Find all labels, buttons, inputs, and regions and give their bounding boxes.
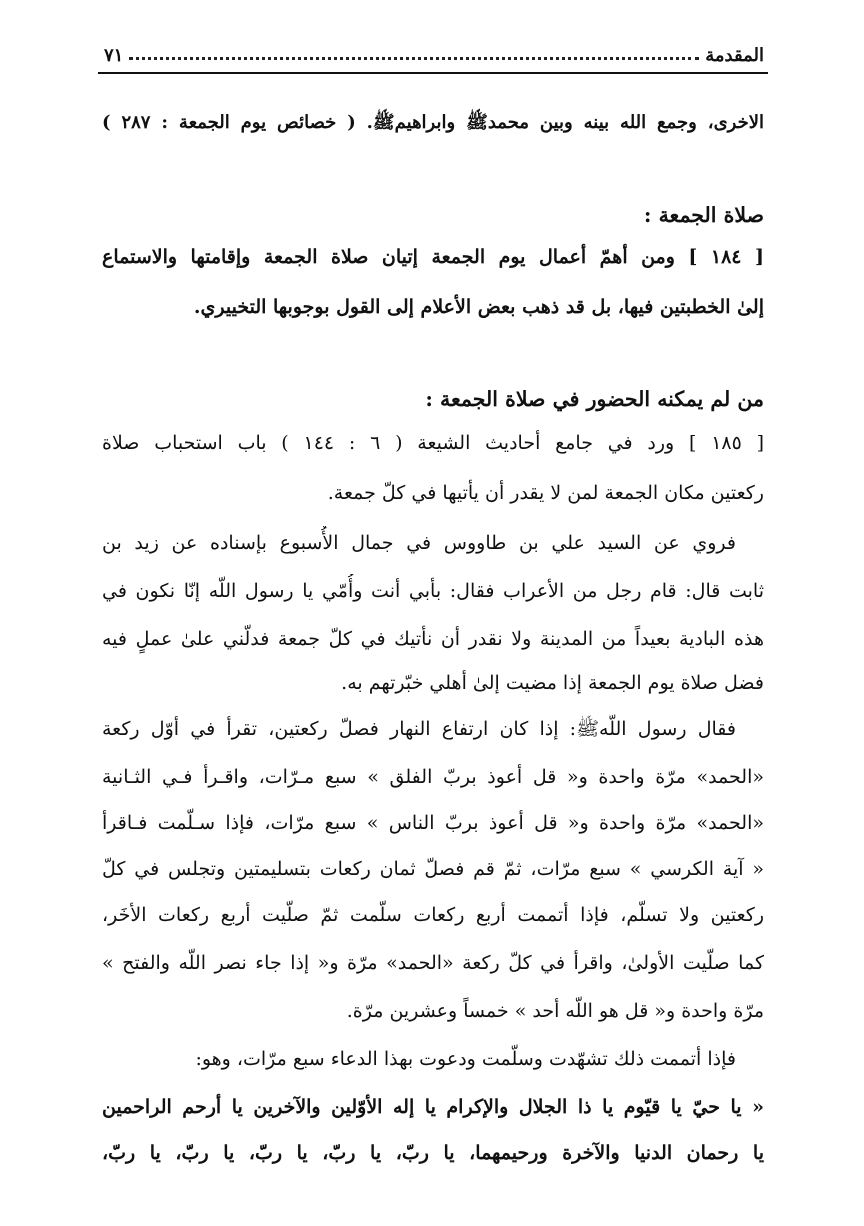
- text-line: فروي عن السيد علي بن طاووس في جمال الأُسبوع بإسناده عن زيد بن: [102, 532, 736, 554]
- text-line: ركعتين ولا تسلّم، فإذا أتممت أربع ركعات سلّمت ثمّ صلّيت أربع ركعات الأخَر،: [102, 904, 764, 926]
- text-line: هذه البادية بعيداً من المدينة ولا نقدر أن نأتيك في كلّ جمعة فدلّني علىٰ عملٍ فيه: [102, 628, 764, 650]
- running-header: [104, 32, 764, 66]
- text-line: [ ١٨٥ ] ورد في جامع أحاديث الشيعة ( ٦ : ١٤٤ ) باب استحباب صلاة: [102, 432, 764, 454]
- text-line: الاخرى، وجمع الله بينه وبين محمدﷺ وابراهيمﷺ. ( خصائص يوم الجمعة : ٢٨٧ ): [102, 112, 764, 133]
- header-title: المقدمة: [705, 45, 764, 66]
- page-number: ٧١: [104, 45, 124, 66]
- text-line: [ ١٨٤ ] ومن أهمّ أعمال يوم الجمعة إتيان صلاة الجمعة وإقامتها والاستماع: [102, 246, 764, 268]
- text-line: «الحمد» مرّة واحدة و« قل أعوذ بربّ الناس » سبع مرّات، فإذا سـلّمت فـاقرأ: [102, 812, 764, 834]
- text-line: «الحمد» مرّة واحدة و« قل أعوذ بربّ الفلق » سبع مـرّات، واقـرأ فـي الثـانية: [102, 766, 764, 788]
- text-line: فإذا أتممت ذلك تشهّدت وسلّمت ودعوت بهذا الدعاء سبع مرّات، وهو:: [195, 1048, 736, 1070]
- text-line: فقال رسول اللّهﷺ: إذا كان ارتفاع النهار فصلّ ركعتين، تقرأ في أوّل ركعة: [102, 718, 736, 740]
- text-line: مرّة واحدة و« قل هو اللّه أحد » خمساً وعشرين مرّة.: [346, 1000, 764, 1022]
- text-line: كما صلّيت الأولىٰ، واقرأ في كلّ ركعة «الحمد» مرّة و« إذا جاء نصر اللّه والفتح »: [102, 952, 764, 974]
- text-line: « يا حيّ يا قيّوم يا ذا الجلال والإكرام يا إله الأوّلين والآخرين يا أرحم الراحمين: [102, 1096, 764, 1118]
- text-line: ركعتين مكان الجمعة لمن لا يقدر أن يأتيها في كلّ جمعة.: [327, 482, 764, 504]
- text-line: يا رحمان الدنيا والآخرة ورحيمهما، يا ربّ، يا ربّ، يا ربّ، يا ربّ، يا ربّ،: [102, 1142, 764, 1164]
- section-heading: من لم يمكنه الحضور في صلاة الجمعة :: [425, 387, 764, 411]
- header-leader-dots: [129, 57, 699, 60]
- text-line: « آية الكرسي » سبع مرّات، ثمّ قم فصلّ ثمان ركعات بتسليمتين وتجلس في كلّ: [102, 858, 764, 880]
- header-rule: [98, 72, 768, 74]
- text-line: فضل صلاة يوم الجمعة إذا مضيت إلىٰ أهلي خبّرتهم به.: [341, 672, 764, 694]
- text-line: ثابت قال: قام رجل من الأعراب فقال: بأبي أنت وأُمّي يا رسول اللّه إنّا نكون في: [102, 580, 764, 602]
- text-line: إلىٰ الخطبتين فيها، بل قد ذهب بعض الأعلام إلى القول بوجوبها التخييري.: [193, 296, 764, 318]
- section-heading: صلاة الجمعة :: [643, 203, 764, 227]
